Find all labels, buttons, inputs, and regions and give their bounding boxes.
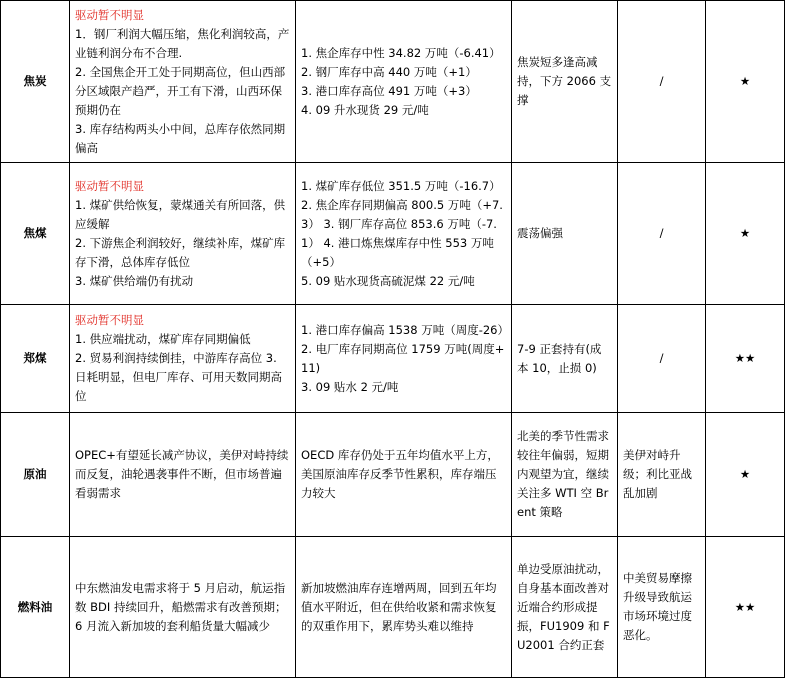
driver-point: 1. 煤矿供给恢复，蒙煤通关有所回落，供应缓解 [75,197,286,231]
driver-point: 3. 库存结构两头小中间，总库存依然同期偏高 [75,121,286,155]
risk-cell: / [618,163,706,305]
risk-cell: / [618,1,706,163]
driver-point: 中东燃油发电需求将于 5 月启动，航运指数 BDI 持续回升，船燃需求有改善预期；6 月流入新加坡的套利船货量大幅减少 [75,580,287,633]
strategy-cell: 7-9 正套持有(成本 10，止损 0) [512,305,618,413]
driver-status: 驱动暂不明显 [75,178,144,193]
inventory-cell [296,537,512,678]
driver-point: 2. 下游焦企利润较好，继续补库，煤矿库存下滑，总体库存低位 [75,235,286,269]
inventory-cell [296,163,512,305]
strategy-cell: 单边受原油扰动，自身基本面改善对近端合约形成提振，FU1909 和 FU2001 合约正套 [512,537,618,678]
table-row [1,1,785,163]
inventory-item: 4. 09 升水现货 29 元/吨 [301,102,429,117]
driver-point: 3. 煤矿供给端仍有扰动 [75,273,194,288]
strategy-cell: 震荡偏强 [512,163,618,305]
inventory-item: 3. 09 贴水 2 元/吨 [301,379,399,394]
inventory-item: OECD 库存仍处于五年均值水平上方，美国原油库存反季节性累积，库存端压力较大 [301,448,499,500]
inventory-item: 1. 焦企库存中性 34.82 万吨（-6.41） [301,45,501,60]
driver-point: OPEC+有望延长减产协议，美伊对峙持续而反复，油轮遇袭事件不断，但市场普遍看弱需求 [75,448,289,500]
rating-stars: ★ [706,413,785,537]
driver-point: 1．钢厂利润大幅压缩，焦化利润较高，产业链利润分布不合理. [75,26,290,60]
rating-stars: ★★ [706,537,785,678]
rating-stars: ★ [706,1,785,163]
table-row [1,163,785,305]
risk-cell: 美伊对峙升级；利比亚战乱加剧 [618,413,706,537]
driver-status: 驱动暂不明显 [75,7,144,22]
strategy-cell: 北美的季节性需求较往年偏弱，短期内观望为宜，继续关注多 WTI 空 Brent 策略 [512,413,618,537]
inventory-item: 1. 煤矿库存低位 351.5 万吨（-16.7） [301,178,501,193]
inventory-item: 2. 钢厂库存中高 440 万吨（+1） [301,64,477,79]
inventory-item: 2. 焦企库存同期偏高 800.5 万吨（+7.3） 3. 钢厂库存高位 853.6 万吨（-7.1） 4. 港口炼焦煤库存中性 553 万吨（+5） [301,197,503,269]
commodity-name: 原油 [1,413,70,537]
table-row [1,413,785,537]
driver-point: 2. 贸易利润持续倒挂，中游库存高位 3. 日耗明显，但电厂库存、可用天数同期高位 [75,351,282,403]
inventory-item: 新加坡燃油库存连增两周，回到五年均值水平附近，但在供给收紧和需求恢复的双重作用下，累库势头难以维持 [301,580,497,633]
strategy-cell: 焦炭短多逢高减持，下方 2066 支撑 [512,1,618,163]
commodity-name: 燃料油 [1,537,70,678]
driver-cell [70,413,296,537]
inventory-item: 3. 港口库存高位 491 万吨（+3） [301,83,477,98]
risk-cell: 中美贸易摩擦升级导致航运市场环境过度恶化。 [618,537,706,678]
commodity-name: 焦煤 [1,163,70,305]
driver-point: 2. 全国焦企开工处于同期高位，但山西部分区域限产趋严，开工有下滑，山西环保预期仍在 [75,64,286,117]
driver-cell [70,163,296,305]
table-row [1,537,785,678]
inventory-item: 5. 09 贴水现货高硫泥煤 22 元/吨 [301,273,475,288]
table-row [1,305,785,413]
inventory-cell [296,305,512,413]
driver-status: 驱动暂不明显 [75,313,144,327]
commodity-name: 郑煤 [1,305,70,413]
driver-cell [70,537,296,678]
commodity-name: 焦炭 [1,1,70,163]
rating-stars: ★★ [706,305,785,413]
driver-cell [70,305,296,413]
rating-stars: ★ [706,163,785,305]
inventory-cell [296,1,512,163]
inventory-item: 1. 港口库存偏高 1538 万吨（周度-26） [301,322,509,337]
inventory-item: 2. 电厂库存同期高位 1759 万吨(周度+11) [301,341,505,375]
inventory-cell [296,413,512,537]
driver-cell [70,1,296,163]
driver-point: 1. 供应端扰动，煤矿库存同期偏低 [75,332,251,346]
risk-cell: / [618,305,706,413]
